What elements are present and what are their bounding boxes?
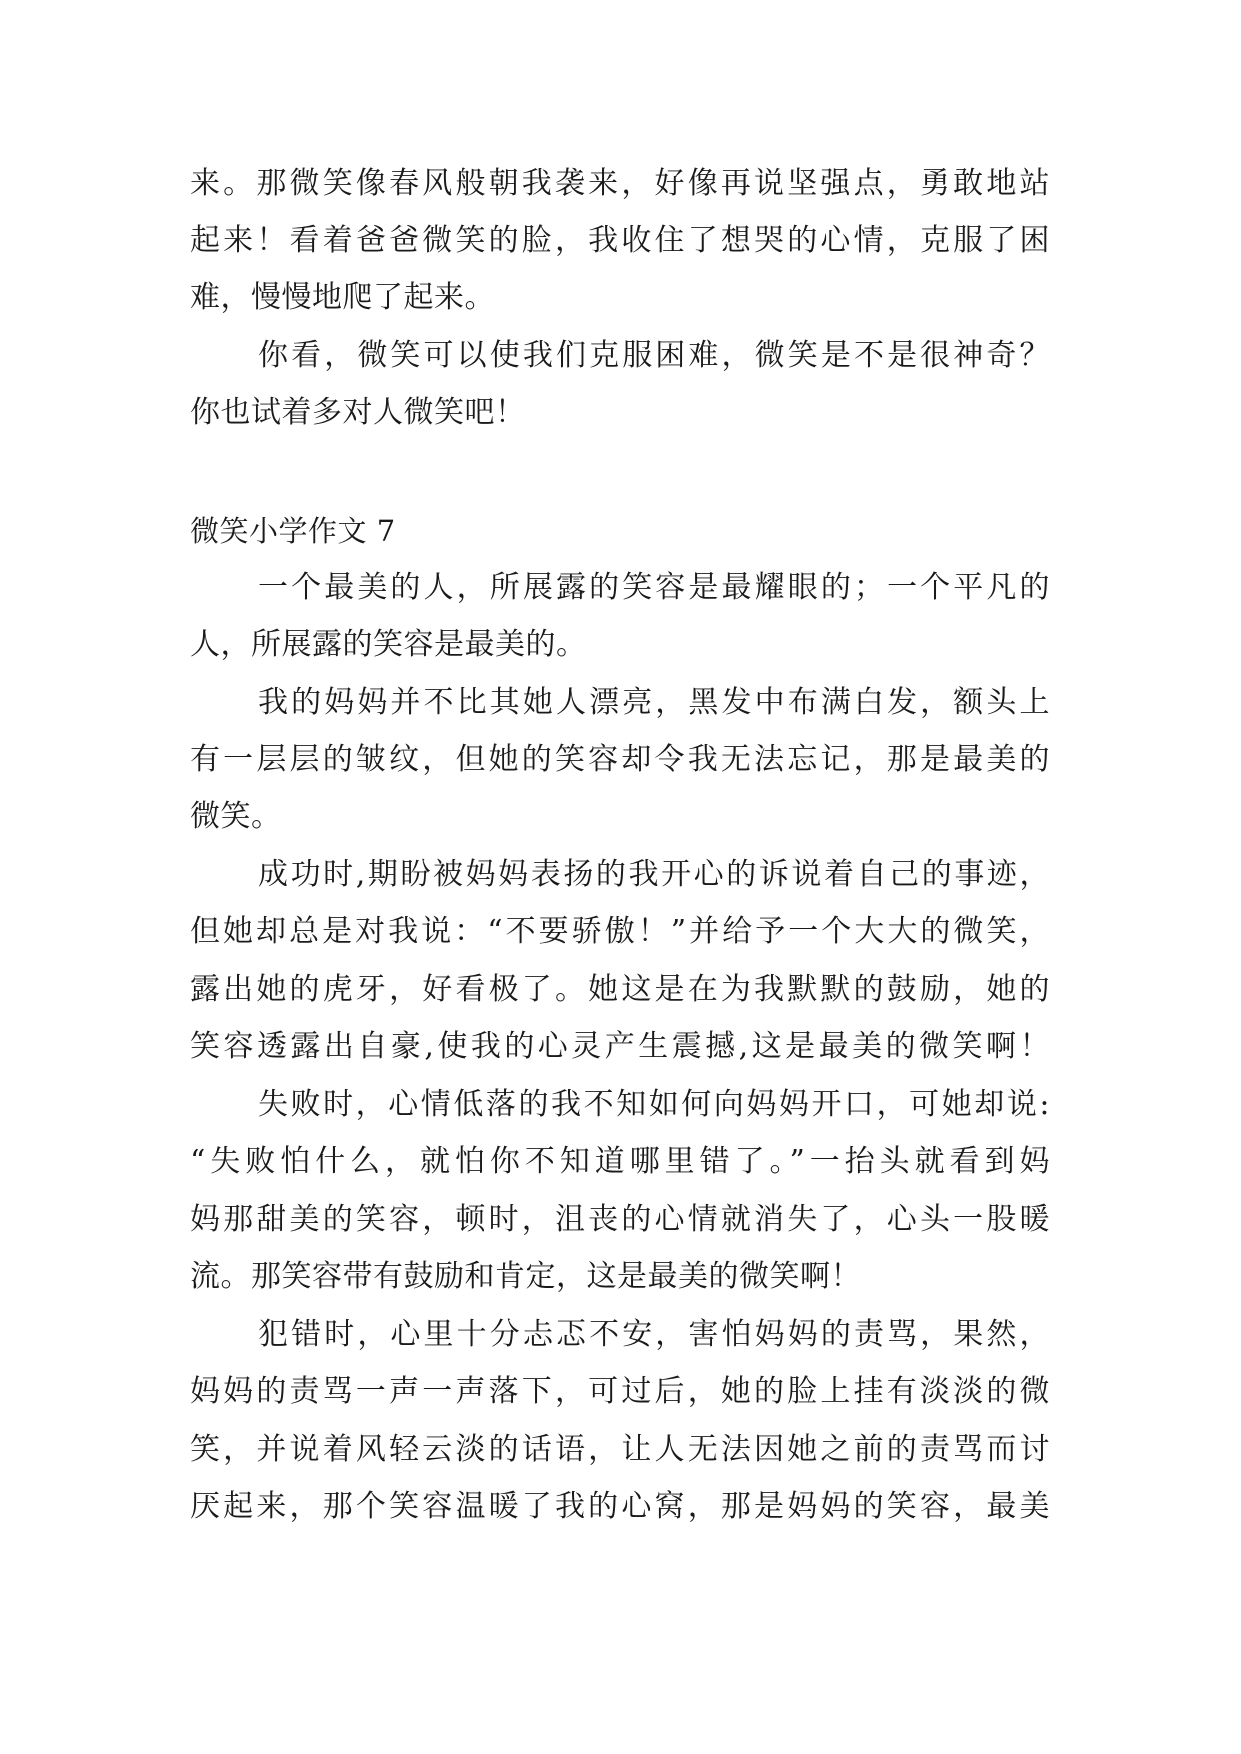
text-line: 妈那甜美的笑容，顿时，沮丧的心情就消失了，心头一股暖: [190, 1202, 1050, 1237]
text-line: 我的妈妈并不比其她人漂亮，黑发中布满白发，额头上: [258, 685, 1050, 720]
text-line: 难，慢慢地爬了起来。: [190, 280, 495, 315]
text-line: 犯错时，心里十分忐忑不安，害怕妈妈的责骂，果然，: [258, 1317, 1050, 1352]
text-line: 笑，并说着风轻云淡的话语，让人无法因她之前的责骂而讨: [190, 1432, 1050, 1467]
text-line: 微笑。: [190, 799, 282, 834]
text-line: 一个最美的人，所展露的笑容是最耀眼的；一个平凡的: [258, 570, 1050, 605]
text-line: 流。那笑容带有鼓励和肯定，这是最美的微笑啊！: [190, 1259, 861, 1294]
text-line: 成功时,期盼被妈妈表扬的我开心的诉说着自己的事迹，: [258, 857, 1050, 892]
text-line: 来。那微笑像春风般朝我袭来，好像再说坚强点，勇敢地站: [190, 166, 1050, 201]
essay-title: 微笑小学作文 7: [190, 514, 396, 548]
text-line: 有一层层的皱纹，但她的笑容却令我无法忘记，那是最美的: [190, 742, 1050, 777]
text-line: 你看，微笑可以使我们克服困难，微笑是不是很神奇？: [258, 338, 1050, 373]
text-line: 露出她的虎牙，好看极了。她这是在为我默默的鼓励，她的: [190, 972, 1050, 1007]
text-line: 你也试着多对人微笑吧！: [190, 395, 526, 430]
text-line: 起来！看着爸爸微笑的脸，我收住了想哭的心情，克服了困: [190, 223, 1050, 258]
text-line: 但她却总是对我说：“不要骄傲！”并给予一个大大的微笑，: [190, 914, 1050, 949]
text-line: “失败怕什么，就怕你不知道哪里错了。”一抬头就看到妈: [190, 1144, 1050, 1179]
text-line: 厌起来，那个笑容温暖了我的心窝，那是妈妈的笑容，最美: [190, 1489, 1050, 1524]
text-line: 妈妈的责骂一声一声落下，可过后，她的脸上挂有淡淡的微: [190, 1374, 1050, 1409]
text-line: 笑容透露出自豪,使我的心灵产生震撼,这是最美的微笑啊！: [190, 1029, 1050, 1064]
text-line: 人，所展露的笑容是最美的。: [190, 627, 587, 662]
text-line: 失败时，心情低落的我不知如何向妈妈开口，可她却说:: [258, 1087, 1050, 1122]
